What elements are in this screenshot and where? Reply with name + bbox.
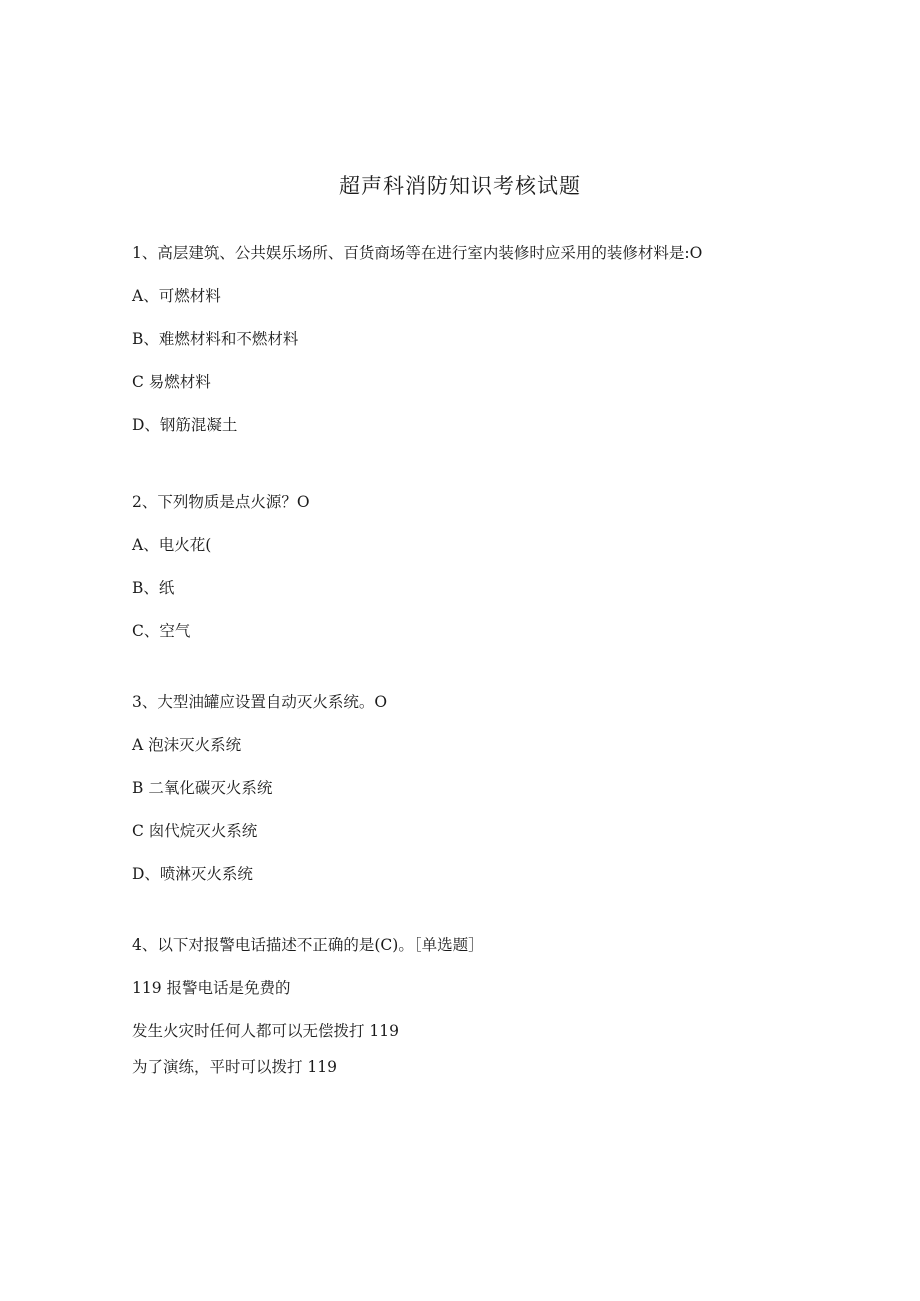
option-c: C 易燃材料 xyxy=(132,373,211,391)
option-b: B、纸 xyxy=(132,579,175,597)
question-stem: 3、大型油罐应设置自动灭火系统。O xyxy=(132,693,388,711)
option-c: C、空气 xyxy=(132,622,191,640)
option-a: A、电火花( xyxy=(132,536,212,554)
question-stem: 1、高层建筑、公共娱乐场所、百货商场等在进行室内装修时应采用的装修材料是:O xyxy=(132,244,703,262)
option-1: 119 报警电话是免费的 xyxy=(132,979,291,997)
question-stem: 4、以下对报警电话描述不正确的是(C)。［单选题］ xyxy=(132,936,484,954)
option-d: D、喷淋灭火系统 xyxy=(132,865,253,883)
option-c: C 囱代烷灭火系统 xyxy=(132,822,258,840)
option-3: 为了演练，平时可以拨打 119 xyxy=(132,1058,338,1076)
option-2: 发生火灾时任何人都可以无偿拨打 119 xyxy=(132,1022,400,1040)
option-b: B、难燃材料和不燃材料 xyxy=(132,330,299,348)
option-d: D、钢筋混凝土 xyxy=(132,416,238,434)
option-b: B 二氧化碳灭火系统 xyxy=(132,779,273,797)
option-a: A 泡沫灭火系统 xyxy=(132,736,242,754)
question-stem: 2、下列物质是点火源？O xyxy=(132,493,310,511)
option-a: A、可燃材料 xyxy=(132,287,221,305)
page-title: 超声科消防知识考核试题 xyxy=(339,174,581,198)
